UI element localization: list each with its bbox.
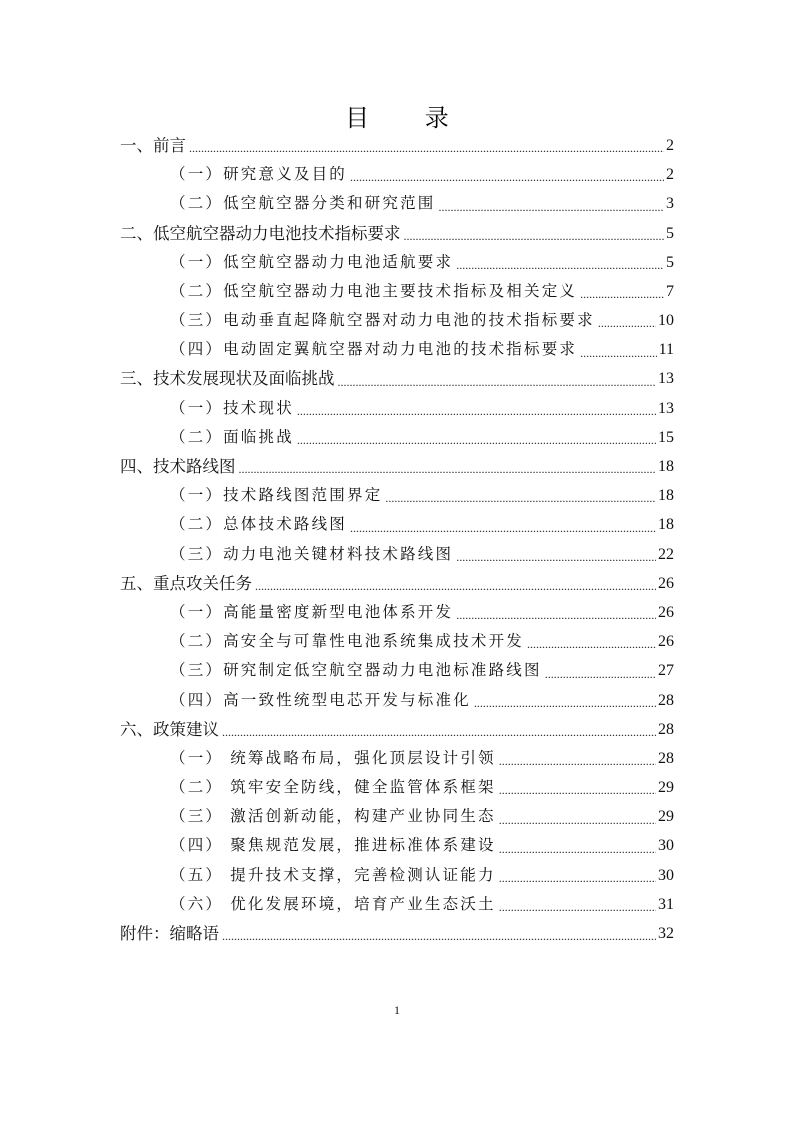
toc-entry-label: 六、政策建议 <box>120 719 219 739</box>
toc-entry[interactable] <box>120 160 674 189</box>
toc-entry-page: 5 <box>666 253 674 271</box>
toc-entry-page: 13 <box>658 399 674 417</box>
toc-entry-page: 18 <box>658 458 674 476</box>
toc-entry[interactable] <box>120 189 674 218</box>
toc-entry[interactable] <box>120 423 674 452</box>
toc-entry-appendix[interactable] <box>120 919 674 948</box>
dot-leader <box>499 866 656 890</box>
toc-entry-page: 7 <box>666 282 674 300</box>
toc-entry[interactable] <box>120 832 674 861</box>
dot-leader <box>545 662 656 686</box>
dot-leader <box>474 691 656 715</box>
toc-entry[interactable] <box>120 248 674 277</box>
toc-entry-label: 一、前言 <box>120 135 186 155</box>
toc-entry-page: 13 <box>658 370 674 388</box>
toc-entry-label: （二）面临挑战 <box>170 427 294 446</box>
dot-leader <box>598 311 656 335</box>
toc-entry-page: 32 <box>658 925 674 943</box>
toc-entry-page: 29 <box>658 808 674 826</box>
toc-entry-page: 28 <box>658 691 674 709</box>
toc-entry-label: （六） 优化发展环境，培育产业生态沃土 <box>170 894 496 913</box>
toc-entry-label: 附件：缩略语 <box>120 924 219 944</box>
toc-entry[interactable] <box>120 890 674 919</box>
dot-leader <box>350 516 656 540</box>
dot-leader <box>350 165 664 189</box>
toc-entry-page: 29 <box>658 779 674 797</box>
toc-entry[interactable] <box>120 306 674 335</box>
toc-entry-page: 28 <box>658 720 674 738</box>
toc-entry[interactable] <box>120 510 674 539</box>
toc-entry-chapter-5[interactable] <box>120 569 674 598</box>
dot-leader <box>499 895 656 919</box>
dot-leader <box>580 282 664 306</box>
toc-entry-label: （二）总体技术路线图 <box>170 515 348 534</box>
toc-entry-page: 22 <box>658 545 674 563</box>
toc-entry-label: （一）高能量密度新型电池体系开发 <box>170 602 454 621</box>
dot-leader <box>499 837 656 861</box>
toc-entry-label: （一） 统筹战略布局，强化顶层设计引领 <box>170 748 496 767</box>
toc-title: 目 录 <box>345 104 473 132</box>
toc-entry-label: （三）研究制定低空航空器动力电池标准路线图 <box>170 661 542 680</box>
toc-entry-label: （二）高安全与可靠性电池系统集成技术开发 <box>170 632 525 651</box>
toc-entry[interactable] <box>120 773 674 802</box>
toc-entry[interactable] <box>120 598 674 627</box>
toc-entry-chapter-4[interactable] <box>120 452 674 481</box>
toc-entry-chapter-2[interactable] <box>120 219 674 248</box>
toc-entry[interactable] <box>120 802 674 831</box>
toc-entry-page: 26 <box>658 603 674 621</box>
dot-leader <box>499 749 656 773</box>
toc-entry[interactable] <box>120 481 674 510</box>
toc-entry-chapter-6[interactable] <box>120 715 674 744</box>
dot-leader <box>297 428 656 452</box>
dot-leader <box>404 224 665 248</box>
toc-entry-page: 31 <box>658 895 674 913</box>
toc-entry-label: （二）低空航空器动力电池主要技术指标及相关定义 <box>170 281 578 300</box>
toc-entry[interactable] <box>120 627 674 656</box>
toc-entry-label: （一）低空航空器动力电池适航要求 <box>170 252 454 271</box>
toc-entry-label: （一）研究意义及目的 <box>170 165 348 184</box>
toc-entry-label: （四） 聚焦规范发展，推进标准体系建设 <box>170 836 496 855</box>
dot-leader <box>527 632 656 656</box>
toc-entry-page: 15 <box>658 428 674 446</box>
dot-leader <box>456 545 656 569</box>
toc-entry-preface[interactable] <box>120 131 674 160</box>
toc-entry-label: （四）高一致性统型电芯开发与标准化 <box>170 690 471 709</box>
toc-entry[interactable] <box>120 656 674 685</box>
toc-entry-label: 四、技术路线图 <box>120 457 236 477</box>
toc-entry-page: 26 <box>658 574 674 592</box>
toc-entry[interactable] <box>120 335 674 364</box>
dot-leader <box>499 778 656 802</box>
toc-entry-label: 二、低空航空器动力电池技术指标要求 <box>120 223 401 243</box>
toc-entry[interactable] <box>120 744 674 773</box>
dot-leader <box>456 253 664 277</box>
toc-entry[interactable] <box>120 861 674 890</box>
dot-leader <box>239 457 657 481</box>
toc-entry-label: 三、技术发展现状及面临挑战 <box>120 369 335 389</box>
dot-leader <box>456 603 656 627</box>
dot-leader <box>499 808 656 832</box>
toc-entry-page: 2 <box>666 136 674 154</box>
toc-entry-page: 18 <box>658 487 674 505</box>
dot-leader <box>297 399 656 423</box>
toc-entry-page: 10 <box>658 312 674 330</box>
dot-leader <box>255 574 656 598</box>
toc-entry-page: 18 <box>658 516 674 534</box>
toc-entry-label: （三）电动垂直起降航空器对动力电池的技术指标要求 <box>170 311 595 330</box>
dot-leader <box>439 195 664 219</box>
toc-entry-page: 30 <box>658 837 674 855</box>
toc-entry-chapter-3[interactable] <box>120 365 674 394</box>
toc-entry-label: （一）技术现状 <box>170 398 294 417</box>
dot-leader <box>222 924 656 948</box>
dot-leader <box>580 341 656 365</box>
toc-entry-page: 30 <box>658 866 674 884</box>
toc-entry-label: （五） 提升技术支撑，完善检测认证能力 <box>170 865 496 884</box>
toc-entry-page: 28 <box>658 749 674 767</box>
toc-entry-label: 五、重点攻关任务 <box>120 573 252 593</box>
toc-entry-page: 2 <box>666 166 674 184</box>
toc-entry-page: 5 <box>666 224 674 242</box>
dot-leader <box>338 370 657 394</box>
toc-entry-page: 27 <box>658 662 674 680</box>
toc-entry[interactable] <box>120 540 674 569</box>
toc-entry-label: （一）技术路线图范围界定 <box>170 486 383 505</box>
dot-leader <box>189 136 664 160</box>
toc-entry-page: 3 <box>666 195 674 213</box>
page-number: 1 <box>394 1003 400 1017</box>
toc-entry[interactable] <box>120 277 674 306</box>
toc-entry-label: （二）低空航空器分类和研究范围 <box>170 194 436 213</box>
toc-entry-page: 26 <box>658 633 674 651</box>
toc-entry[interactable] <box>120 394 674 423</box>
toc-entry-label: （三）动力电池关键材料技术路线图 <box>170 544 454 563</box>
toc-entry-label: （三） 激活创新动能，构建产业协同生态 <box>170 807 496 826</box>
toc-entry[interactable] <box>120 686 674 715</box>
toc-entry-label: （四）电动固定翼航空器对动力电池的技术指标要求 <box>170 340 578 359</box>
dot-leader <box>385 486 656 510</box>
toc-entry-label: （二） 筑牢安全防线，健全监管体系框架 <box>170 778 496 797</box>
toc-entry-page: 11 <box>658 341 674 359</box>
dot-leader <box>222 720 656 744</box>
table-of-contents <box>120 131 674 948</box>
